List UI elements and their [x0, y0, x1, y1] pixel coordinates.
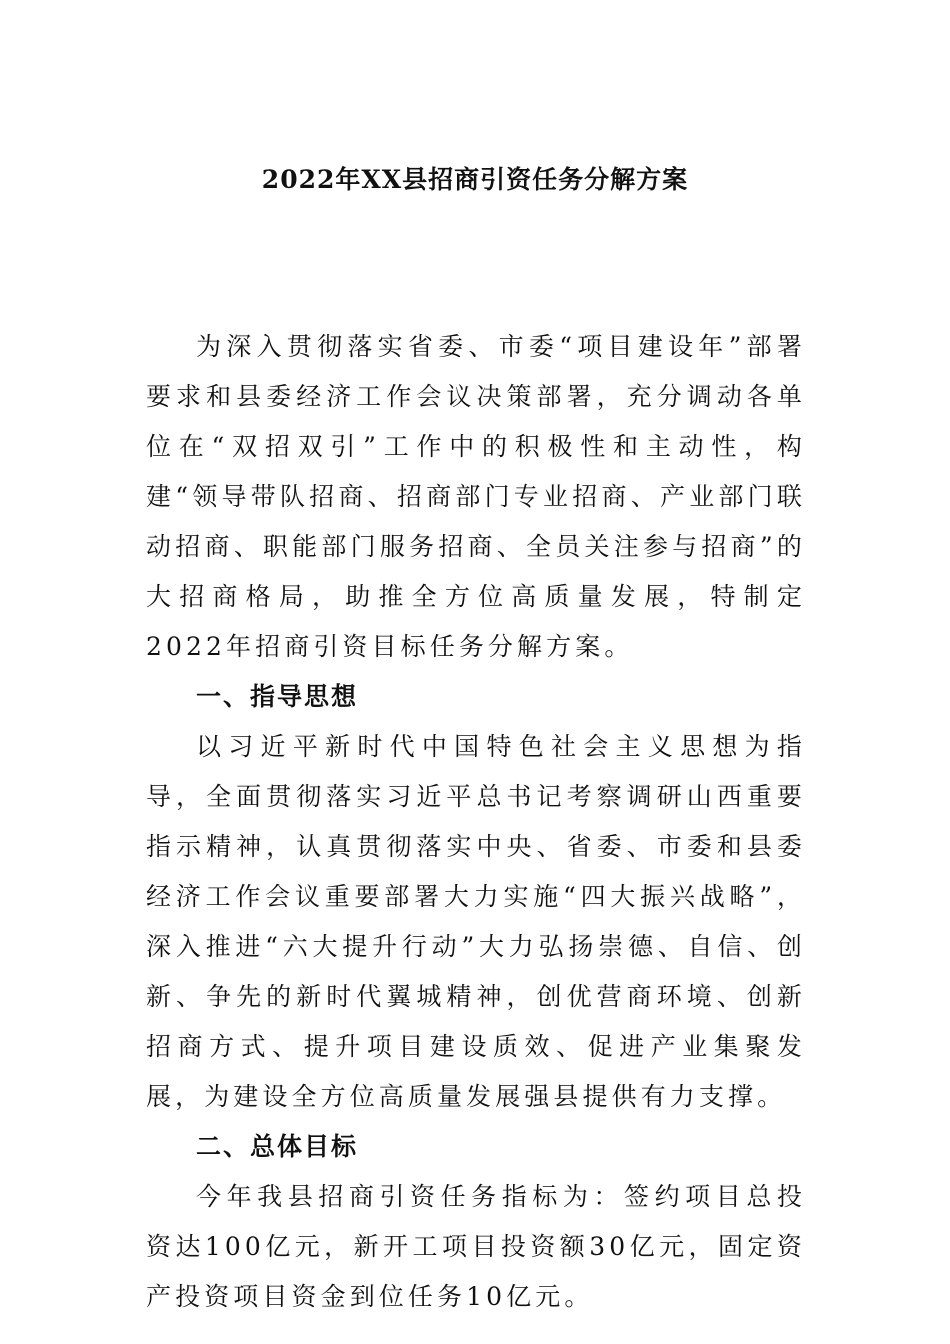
section-heading-overall-goals: 二、总体目标 [196, 1132, 359, 1161]
guiding-ideology-paragraph: 以习近平新时代中国特色社会主义思想为指导，全面贯彻落实习近平总书记考察调研山西重要指示精神，认真贯彻落实中央、省委、市委和县委经济工作会议重要部署大力实施“四大振兴战略”，深入推进“六大提升行动”大力弘扬崇德、自信、创新、争先的新时代翼城精神，创优营商环境、创新招商方式、提升项目建设质效、促进产业集聚发展，为建设全方位高质量发展强县提供有力支撑。 [146, 732, 806, 1111]
intro-paragraph: 为深入贯彻落实省委、市委“项目建设年”部署要求和县委经济工作会议决策部署，充分调动各单位在“双招双引”工作中的积极性和主动性，构建“领导带队招商、招商部门专业招商、产业部门联动招商、职能部门服务招商、全员关注参与招商”的大招商格局，助推全方位高质量发展，特制定2022年招商引资目标任务分解方案。 [146, 332, 806, 661]
overall-goals-paragraph: 今年我县招商引资任务指标为：签约项目总投资达100亿元，新开工项目投资额30亿元，固定资产投资项目资金到位任务10亿元。 [146, 1182, 806, 1311]
document-title: 2022年XX县招商引资任务分解方案 [261, 165, 689, 194]
section-heading-guiding-ideology: 一、指导思想 [196, 682, 359, 711]
document-body [146, 322, 806, 1322]
